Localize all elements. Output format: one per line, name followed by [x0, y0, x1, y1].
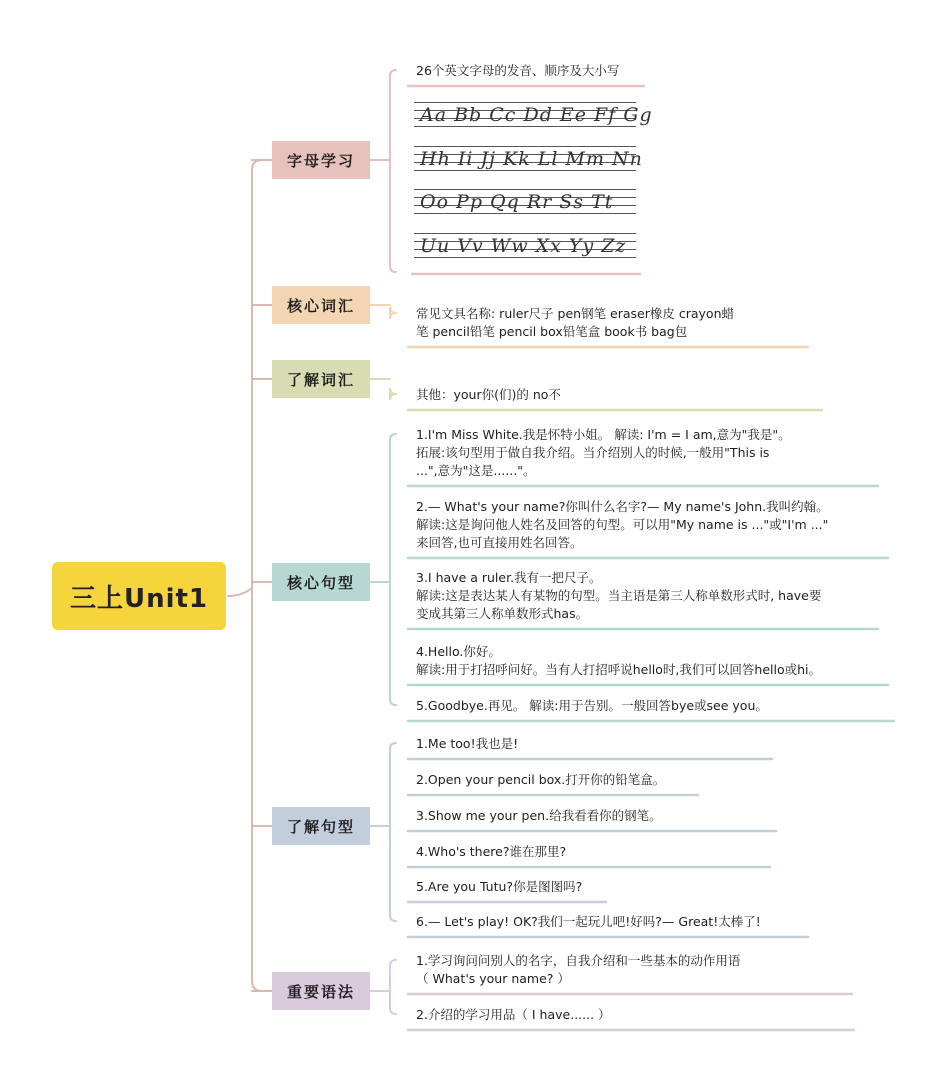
- leaf-line: 1.Me too!我也是!: [416, 736, 519, 751]
- root-bracket: [252, 160, 262, 991]
- alphabet-row: [414, 227, 636, 271]
- alphabet-row-text: Uu Vv Ww Xx Yy Zz: [420, 234, 627, 257]
- leaf-line: 解读:这是表达某人有某物的句型。当主语是第三人称单数形式时, have要: [416, 588, 822, 603]
- leaf-grammar-1: [416, 952, 740, 988]
- leaf-extra-sentence-3: [416, 807, 662, 825]
- leaf-line: 解读:这是询问他人姓名及回答的句型。可以用"My name is ..."或"I'm ...": [416, 517, 829, 532]
- leaf-line: 1.I'm Miss White.我是怀特小姐。 解读: I'm = I am,意为"我是"。: [416, 427, 791, 442]
- leaf-line: 拓展:该句型用于做自我介绍。当介绍别人的时候,一般用"This is: [416, 445, 770, 460]
- leaf-extra-sentence-6: [416, 913, 761, 931]
- alphabet-row: [414, 183, 636, 227]
- root-connector: [228, 588, 252, 596]
- leaf-line: 变成其第三人称单数形式has。: [416, 606, 589, 621]
- leaf-bracket: [390, 434, 396, 705]
- leaf-grammar-2: [416, 1006, 611, 1024]
- leaf-extra-sentence-1: [416, 735, 518, 753]
- leaf-line: 其他：your你(们)的 no不: [416, 387, 561, 402]
- leaf-line: 解读:用于打招呼问好。当有人打招呼说hello时,我们可以回答hello或hi。: [416, 662, 821, 677]
- leaf-extra-sentence-5: [416, 878, 582, 896]
- leaf-line: 来回答,也可直接用姓名回答。: [416, 535, 583, 550]
- root-node[interactable]: 三上Unit1: [52, 562, 226, 630]
- leaf-line: 26个英文字母的发音、顺序及大小写: [416, 63, 620, 78]
- alphabet-row: [414, 140, 643, 184]
- leaf-core-sentence-5: [416, 697, 768, 715]
- leaf-core-sentence-4: [416, 643, 821, 679]
- leaf-core-sentence-2: [416, 498, 829, 552]
- leaf-line: 常见文具名称: ruler尺子 pen钢笔 eraser橡皮 crayon蜡: [416, 306, 734, 321]
- leaf-line: ...",意为"这是......"。: [416, 463, 536, 478]
- leaf-line: 4.Who's there?谁在那里?: [416, 844, 567, 859]
- leaf-line: 笔 pencil铅笔 pencil box铅笔盒 book书 bag包: [416, 324, 688, 339]
- leaf-extra-sentence-2: [416, 771, 665, 789]
- leaf-line: 3.Show me your pen.给我看看你的钢笔。: [416, 808, 662, 823]
- alphabet-row-text: Aa Bb Cc Dd Ee Ff Gg: [420, 104, 653, 126]
- branch-extra-vocabulary[interactable]: 了解词汇: [272, 360, 370, 398]
- leaf-bracket: [390, 70, 396, 272]
- alphabet-row-text: Hh Ii Jj Kk Ll Mm Nn: [420, 147, 643, 170]
- leaf-core-sentence-1: [416, 426, 791, 480]
- branch-grammar[interactable]: 重要语法: [272, 972, 370, 1010]
- branch-core-sentences[interactable]: 核心句型: [272, 563, 370, 601]
- leaf-line: （ What's your name? ）: [416, 971, 570, 986]
- leaf-bracket: [390, 307, 396, 319]
- leaf-line: 2.Open your pencil box.打开你的铅笔盒。: [416, 772, 666, 787]
- leaf-bracket: [390, 960, 396, 1014]
- branch-core-vocabulary[interactable]: 核心词汇: [272, 286, 370, 324]
- leaf-line: 1.学习询问问别人的名字，自我介绍和一些基本的动作用语: [416, 953, 741, 968]
- leaf-other-words: [416, 386, 561, 404]
- branch-letters[interactable]: 字母学习: [272, 141, 370, 179]
- alphabet-row: [414, 96, 653, 140]
- leaf-alphabet-title: [416, 62, 619, 80]
- leaf-extra-sentence-4: [416, 843, 566, 861]
- leaf-line: 3.I have a ruler.我有一把尺子。: [416, 570, 602, 585]
- leaf-stationery-words: [416, 305, 734, 341]
- leaf-core-sentence-3: [416, 569, 821, 623]
- leaf-bracket: [390, 743, 396, 921]
- leaf-line: 6.— Let's play! OK?我们一起玩儿吧!好吗?— Great!太棒了!: [416, 914, 761, 929]
- leaf-line: 5.Goodbye.再见。 解读:用于告别。一般回答bye或see you。: [416, 698, 768, 713]
- leaf-bracket: [390, 388, 396, 400]
- branch-extra-sentences[interactable]: 了解句型: [272, 807, 370, 845]
- leaf-line: 4.Hello.你好。: [416, 644, 501, 659]
- alphabet-row-text: Oo Pp Qq Rr Ss Tt: [420, 191, 614, 213]
- leaf-line: 5.Are you Tutu?你是图图吗?: [416, 879, 583, 894]
- leaf-line: 2.— What's your name?你叫什么名字?— My name's John.我叫约翰。: [416, 499, 829, 514]
- leaf-line: 2.介绍的学习用品（ I have...... ）: [416, 1007, 611, 1022]
- alphabet-writing-image: [414, 96, 653, 270]
